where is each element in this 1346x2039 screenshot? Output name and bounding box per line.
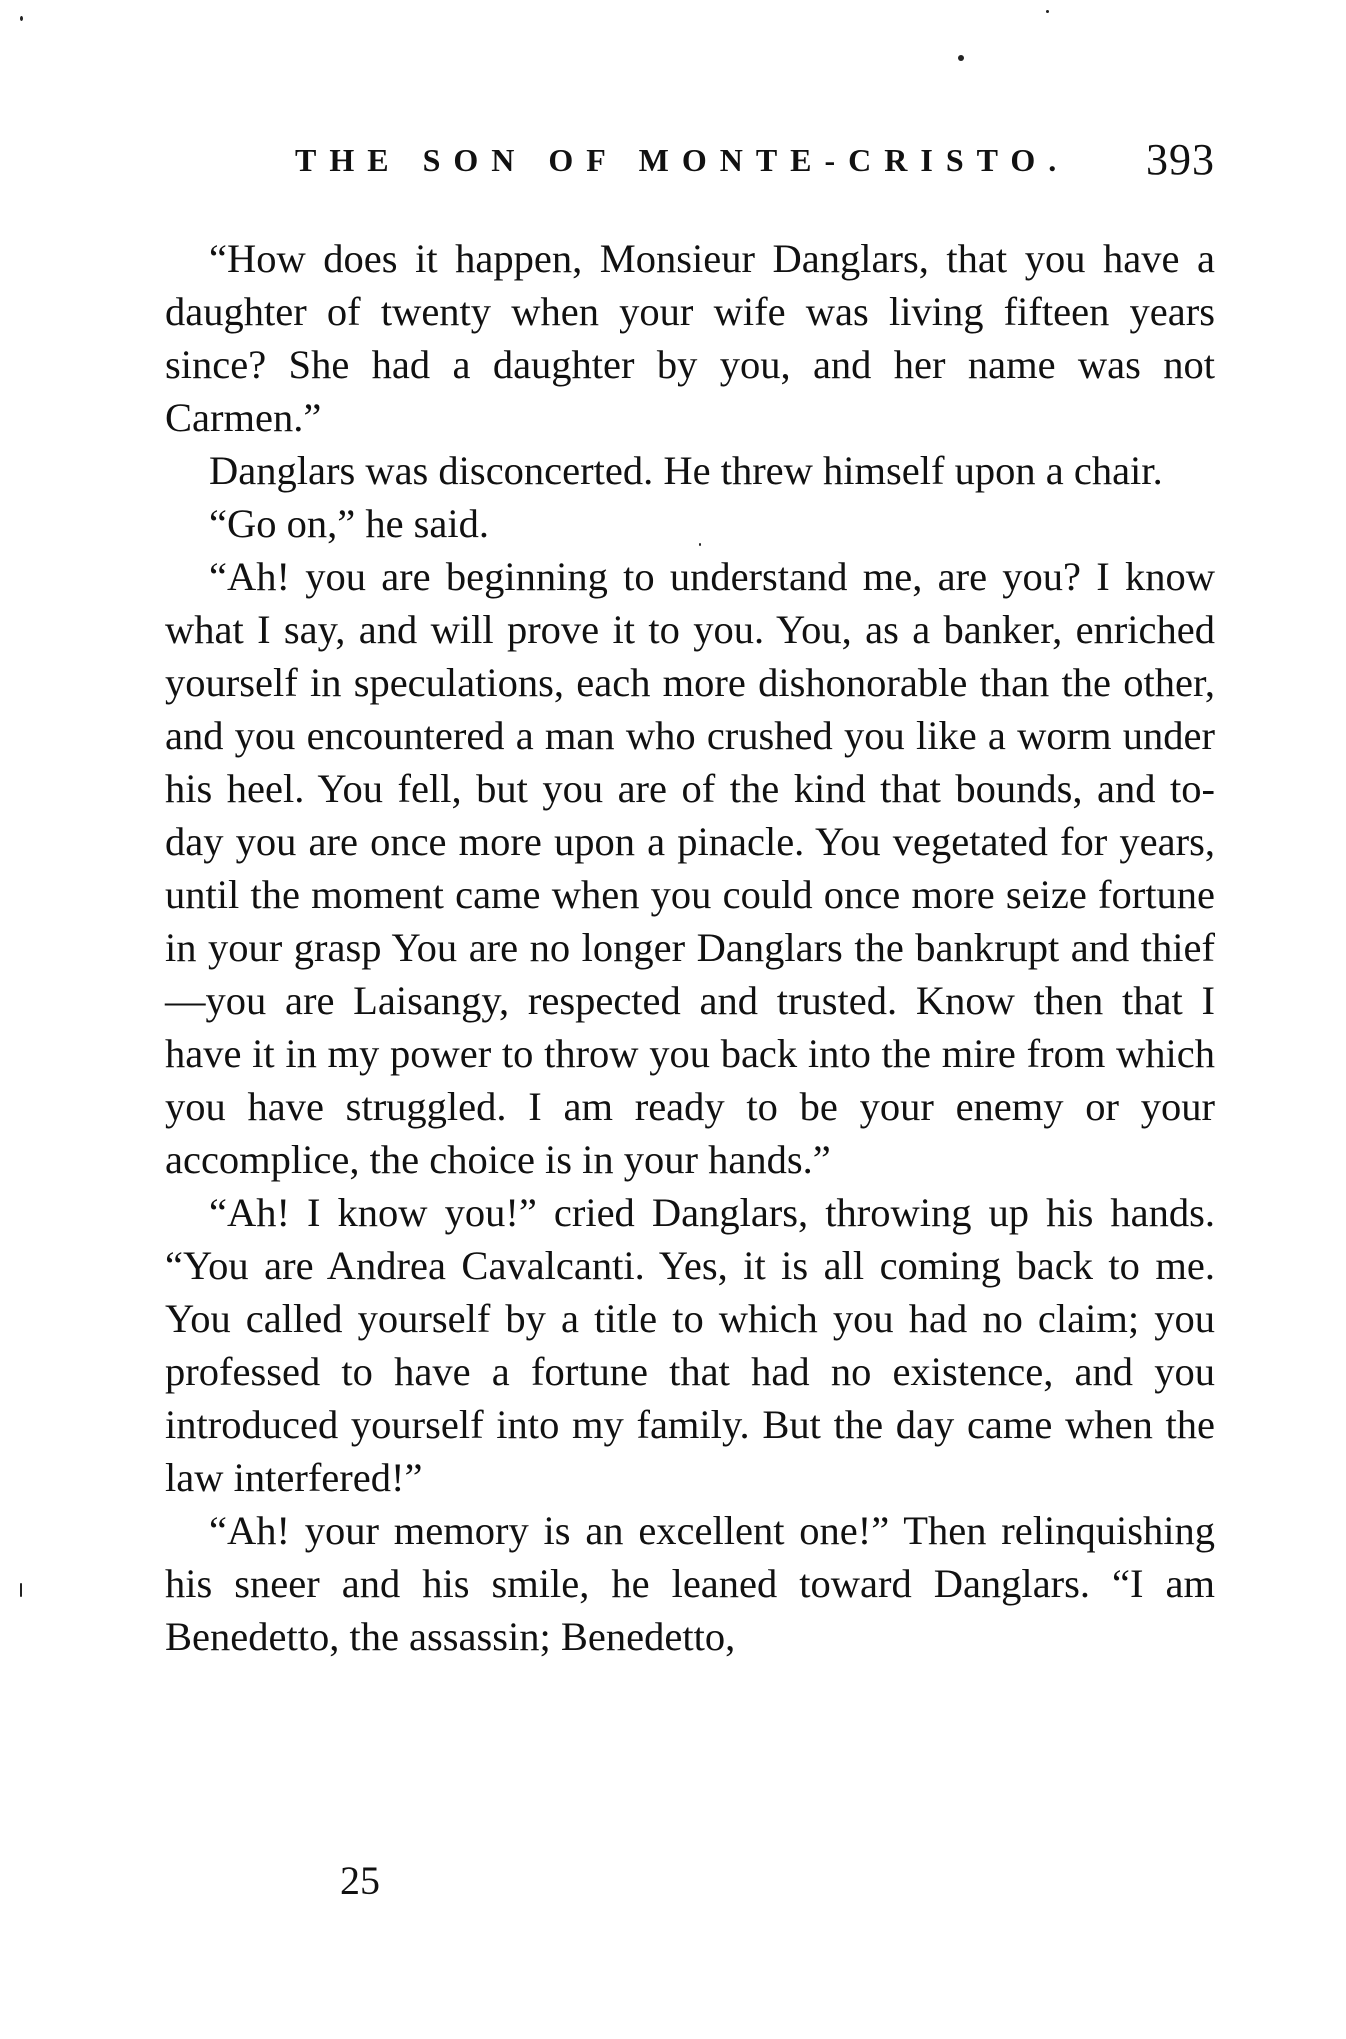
signature-mark: 25: [340, 1858, 380, 1903]
scan-speck: [1046, 10, 1049, 13]
scan-speck: [958, 55, 964, 61]
page-number: 393: [1146, 135, 1215, 184]
body-text: [165, 232, 1215, 1663]
paragraph: Danglars was disconcerted. He threw himself upon a chair.: [209, 448, 1163, 493]
running-title: THE SON OF MONTE-CRISTO.: [295, 142, 1070, 178]
paragraph: “Go on,” he said.: [209, 501, 490, 546]
paragraph: “Ah! your memory is an excellent one!” Then relinquishing his sneer and his smile, he leaned toward Danglars. “I am Benedetto, the assassin; Benedetto,: [165, 1508, 1215, 1659]
paragraph: “Ah! you are beginning to understand me, are you? I know what I say, and will prove it to you. You, as a banker, enriched yourself in speculations, each more dishonorable than the other, and you encountered a man who crushed you like a worm under his heel. You fell, but you are of the kind that bounds, and to-day you are once more upon a pinacle. You vegetated for years, until the moment came when you could once more seize fortune in your grasp You are no longer Danglars the bankrupt and thief—you are Laisangy, respected and trusted. Know then that I have it in my power to throw you back into the mire from which you have struggled. I am ready to be your enemy or your accomplice, the choice is in your hands.”: [165, 554, 1215, 1182]
scan-speck: [20, 1583, 22, 1597]
paragraph: “How does it happen, Monsieur Danglars, that you have a daughter of twenty when your wife was living fifteen years since? She had a daughter by you, and her name was not Carmen.”: [165, 236, 1215, 440]
page-header: [165, 132, 1215, 192]
scan-speck: [20, 16, 23, 21]
paragraph: “Ah! I know you!” cried Danglars, throwing up his hands. “You are Andrea Cavalcanti. Yes, it is all coming back to me. You called yourself by a title to which you had no claim; you professed to have a fortune that had no existence, and you introduced yourself into my family. But the day came when the law interfered!”: [165, 1190, 1215, 1500]
scan-speck: [699, 543, 701, 546]
